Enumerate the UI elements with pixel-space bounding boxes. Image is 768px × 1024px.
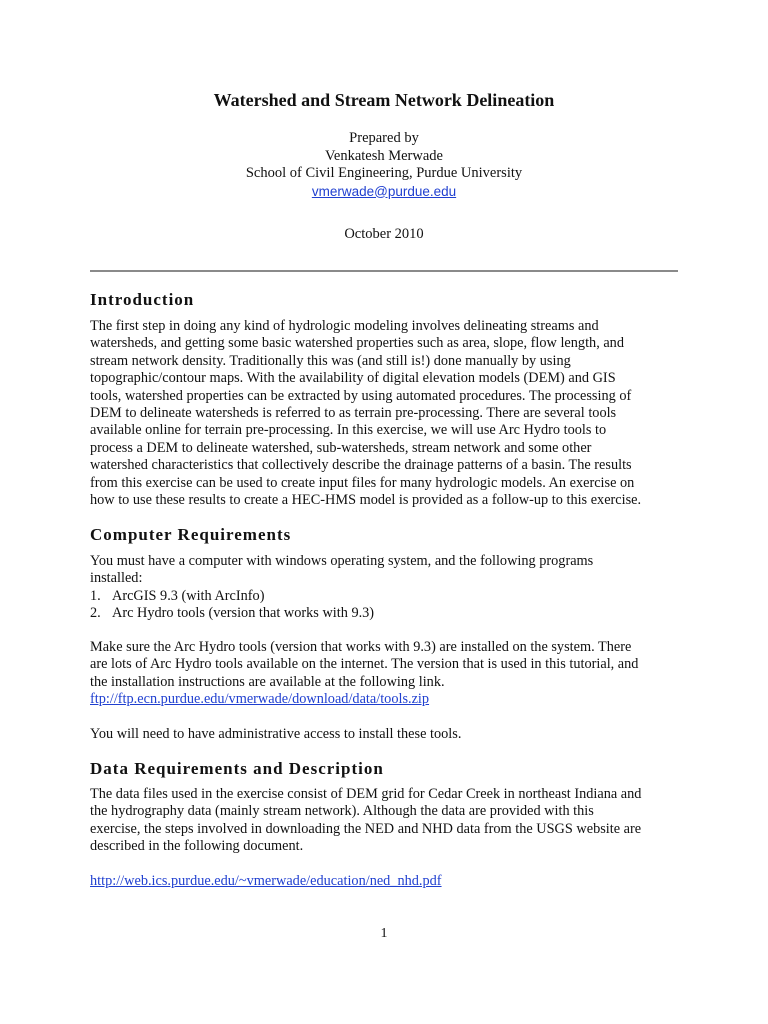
- section-heading-computer-requirements: Computer Requirements: [90, 525, 292, 544]
- paragraph-line: how to use these results to create a HEC-HMS model is provided as a follow-up to this exercise.: [90, 492, 642, 509]
- author-affiliation: School of Civil Engineering, Purdue University: [245, 165, 523, 181]
- list-item-text: ArcGIS 9.3 (with ArcInfo): [112, 587, 265, 604]
- paragraph-line: DEM to delineate watersheds is referred to as terrain pre-processing. There are several tools: [90, 405, 617, 422]
- paragraph-line: Make sure the Arc Hydro tools (version that works with 9.3) are installed on the system. There: [90, 639, 632, 655]
- paragraph-line: exercise, the steps involved in downloading the NED and NHD data from the USGS website are: [90, 820, 642, 837]
- list-item: [90, 588, 682, 605]
- ned-nhd-document-link[interactable]: http://web.ics.purdue.edu/~vmerwade/education/ned_nhd.pdf: [90, 873, 442, 889]
- paragraph-line: are lots of Arc Hydro tools available on the internet. The version that is used in this tutorial, and: [90, 656, 639, 673]
- paragraph-line: process a DEM to delineate watershed, sub-watersheds, stream network and some other: [90, 439, 592, 456]
- document-date: October 2010: [344, 226, 424, 242]
- paragraph-line: topographic/contour maps. With the availability of digital elevation models (DEM) and GIS: [90, 370, 616, 387]
- paragraph-line: watersheds, and getting some basic watershed properties such as area, slope, flow length, and: [90, 335, 624, 352]
- paragraph-line: described in the following document.: [90, 838, 304, 855]
- paragraph-line: The first step in doing any kind of hydrologic modeling involves delineating streams and: [90, 318, 599, 334]
- paragraph-line: available online for terrain pre-processing. In this exercise, we will use Arc Hydro tools to: [90, 422, 607, 439]
- paragraph-line: You must have a computer with windows operating system, and the following programs: [90, 553, 594, 569]
- arc-hydro-install-note: [90, 639, 682, 709]
- paragraph-line: The data files used in the exercise consist of DEM grid for Cedar Creek in northeast Indiana and: [90, 786, 642, 802]
- author-name: Venkatesh Merwade: [325, 147, 443, 164]
- paragraph-line: stream network density. Traditionally this was (and still is!) done manually by using: [90, 352, 571, 369]
- list-item-text: Arc Hydro tools (version that works with 9.3): [112, 605, 375, 622]
- admin-access-note: You will need to have administrative access to install these tools.: [90, 726, 462, 742]
- byline: [0, 130, 768, 201]
- paragraph-line: the installation instructions are available at the following link.: [90, 673, 445, 690]
- prepared-by-label: Prepared by: [349, 130, 419, 146]
- list-number: 1.: [90, 587, 101, 604]
- paragraph-line: watershed characteristics that collectively describe the drainage patterns of a basin. The results: [90, 457, 632, 474]
- section-heading-data-requirements: Data Requirements and Description: [90, 759, 384, 778]
- paragraph-line: installed:: [90, 570, 143, 587]
- data-requirements-paragraph: [90, 786, 682, 856]
- computer-requirements-intro: [90, 553, 682, 623]
- author-email-link[interactable]: vmerwade@purdue.edu: [311, 183, 457, 199]
- list-item: [90, 605, 682, 622]
- section-heading-introduction: Introduction: [90, 290, 195, 309]
- header-divider: [90, 270, 678, 272]
- paragraph-line: from this exercise can be used to create input files for many hydrologic models. An exercise on: [90, 474, 635, 491]
- tools-download-link[interactable]: ftp://ftp.ecn.purdue.edu/vmerwade/download/data/tools.zip: [90, 691, 430, 708]
- paragraph-line: tools, watershed properties can be extracted by using automated procedures. The processing of: [90, 387, 632, 404]
- page-number: 1: [380, 926, 388, 941]
- introduction-paragraph: [90, 318, 682, 509]
- document-title: Watershed and Stream Network Delineation: [213, 90, 555, 110]
- paragraph-line: the hydrography data (mainly stream network). Although the data are provided with this: [90, 803, 594, 820]
- list-number: 2.: [90, 605, 101, 622]
- ned-nhd-link-line: [90, 873, 682, 890]
